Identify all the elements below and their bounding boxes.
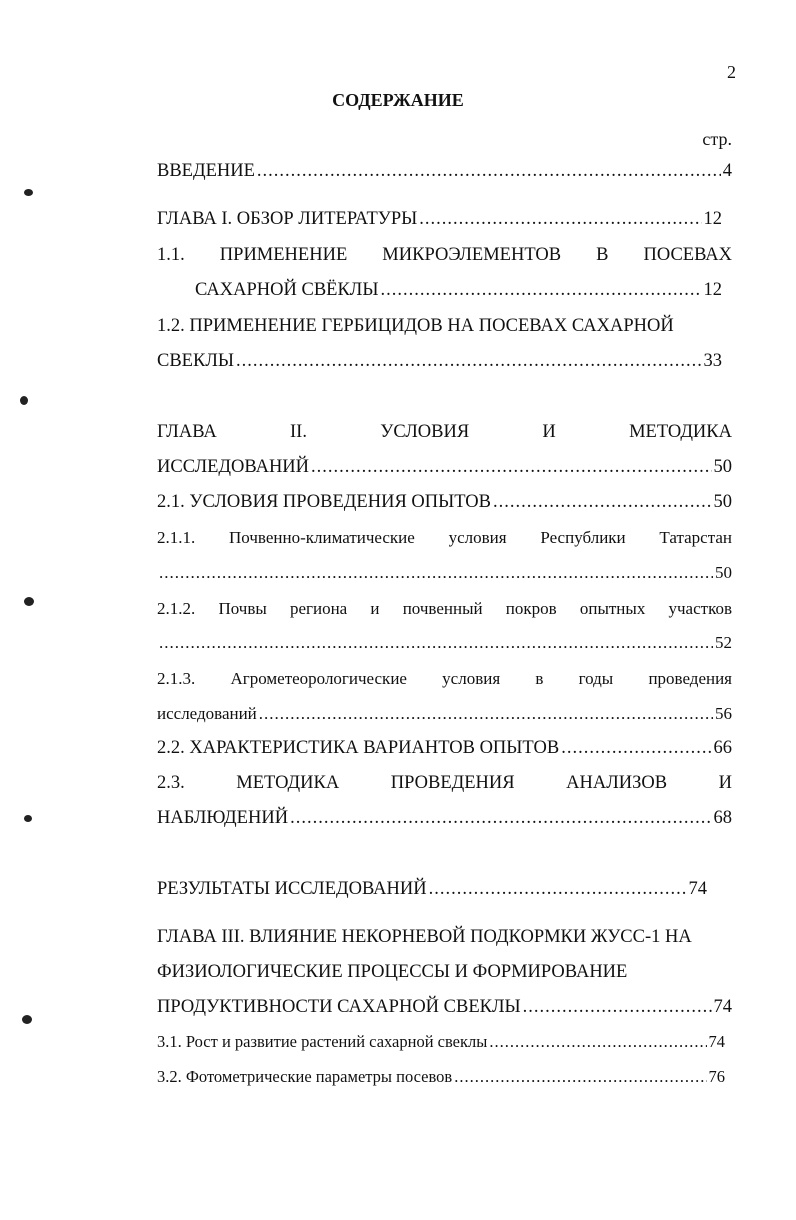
entry-text: НАБЛЮДЕНИЙ xyxy=(157,808,289,828)
toc-entry-3-2 xyxy=(157,1064,725,1090)
entry-text: 1.2. ПРИМЕНЕНИЕ ГЕРБИЦИДОВ НА ПОСЕВАХ САХАРНОЙ xyxy=(157,316,674,336)
toc-entry-2-1 xyxy=(157,489,732,515)
pages-label: стр. xyxy=(702,129,732,149)
scan-mark-4 xyxy=(24,815,32,822)
toc-entry-2-1-1-line1 xyxy=(157,525,732,551)
toc-entry-2-2 xyxy=(157,735,732,761)
page-title: СОДЕРЖАНИЕ xyxy=(332,90,464,110)
toc-entry-1-1-line2 xyxy=(195,277,722,303)
toc-entry-chapter-3-line2 xyxy=(157,959,732,985)
entry-text: РЕЗУЛЬТАТЫ ИССЛЕДОВАНИЙ xyxy=(157,879,427,899)
toc-entry-chapter-2-line1 xyxy=(157,419,732,445)
toc-entry-1-2-line1 xyxy=(157,313,732,339)
entry-text: 3.2. Фотометрические параметры посевов xyxy=(157,1067,453,1086)
entry-page: 50 xyxy=(713,457,732,477)
toc-entry-chapter-1 xyxy=(157,206,722,232)
entry-text: 2.3. МЕТОДИКА ПРОВЕДЕНИЯ АНАЛИЗОВ И xyxy=(157,773,732,793)
toc-entry-chapter-3-line1 xyxy=(157,924,732,950)
entry-text: ГЛАВА I. ОБЗОР ЛИТЕРАТУРЫ xyxy=(157,209,418,229)
entry-text: 2.1.3. Агрометеорологические условия в годы проведения xyxy=(157,669,732,688)
entry-text: 2.2. ХАРАКТЕРИСТИКА ВАРИАНТОВ ОПЫТОВ xyxy=(157,738,560,758)
scan-mark-1 xyxy=(24,189,33,196)
scan-mark-3 xyxy=(24,597,34,606)
entry-text: ИССЛЕДОВАНИЙ xyxy=(157,457,310,477)
entry-text: 3.1. Рост и развитие растений сахарной свеклы xyxy=(157,1032,488,1051)
scan-mark-5 xyxy=(22,1015,32,1024)
scan-mark-2 xyxy=(20,396,28,405)
entry-text: исследований xyxy=(157,704,257,723)
entry-page: 12 xyxy=(703,209,722,229)
entry-text: 1.1. ПРИМЕНЕНИЕ МИКРОЭЛЕМЕНТОВ В ПОСЕВАХ xyxy=(157,245,732,265)
entry-page: 56 xyxy=(715,704,732,723)
toc-entry-1-1-line1 xyxy=(157,242,732,268)
entry-page: 12 xyxy=(703,280,722,300)
entry-page: 74 xyxy=(688,879,707,899)
toc-entry-2-3-line1 xyxy=(157,770,732,796)
toc-entry-2-1-1-line2 xyxy=(157,560,732,586)
entry-page: 33 xyxy=(703,351,722,371)
toc-entry-introduction xyxy=(157,158,732,184)
entry-text: ГЛАВА III. ВЛИЯНИЕ НЕКОРНЕВОЙ ПОДКОРМКИ ЖУСС-1 НА xyxy=(157,927,692,947)
entry-text: САХАРНОЙ СВЁКЛЫ xyxy=(195,280,379,300)
entry-text: ПРОДУКТИВНОСТИ САХАРНОЙ СВЕКЛЫ xyxy=(157,997,521,1017)
toc-entry-results xyxy=(157,876,707,902)
toc-entry-chapter-2-line2 xyxy=(157,454,732,480)
toc-entry-2-1-3-line2 xyxy=(157,701,732,727)
entry-page: 50 xyxy=(715,563,732,582)
toc-entry-2-1-2-line1 xyxy=(157,596,732,622)
toc-entry-1-2-line2 xyxy=(157,348,722,374)
entry-text: ФИЗИОЛОГИЧЕСКИЕ ПРОЦЕССЫ И ФОРМИРОВАНИЕ xyxy=(157,962,628,982)
entry-text: 2.1.2. Почвы региона и почвенный покров опытных участков xyxy=(157,599,732,618)
toc-entry-2-1-3-line1 xyxy=(157,666,732,692)
entry-page: 66 xyxy=(713,738,732,758)
toc-entry-2-1-2-line2 xyxy=(157,630,732,656)
entry-text: 2.1.1. Почвенно-климатические условия Республики Татарстан xyxy=(157,528,732,547)
entry-page: 50 xyxy=(713,492,732,512)
entry-text: СВЕКЛЫ xyxy=(157,351,234,371)
toc-entry-3-1 xyxy=(157,1029,725,1055)
entry-text: ВВЕДЕНИЕ xyxy=(157,161,255,181)
toc-entry-2-3-line2 xyxy=(157,805,732,831)
entry-page: 4 xyxy=(722,161,732,181)
entry-text: 2.1. УСЛОВИЯ ПРОВЕДЕНИЯ ОПЫТОВ xyxy=(157,492,492,512)
entry-text: ГЛАВА II. УСЛОВИЯ И МЕТОДИКА xyxy=(157,422,732,442)
page-number: 2 xyxy=(727,62,736,82)
entry-page: 76 xyxy=(708,1067,725,1086)
entry-page: 52 xyxy=(715,633,732,652)
toc-entry-chapter-3-line3 xyxy=(157,994,732,1020)
entry-page: 74 xyxy=(713,997,732,1017)
entry-page: 68 xyxy=(713,808,732,828)
entry-page: 74 xyxy=(708,1032,725,1051)
